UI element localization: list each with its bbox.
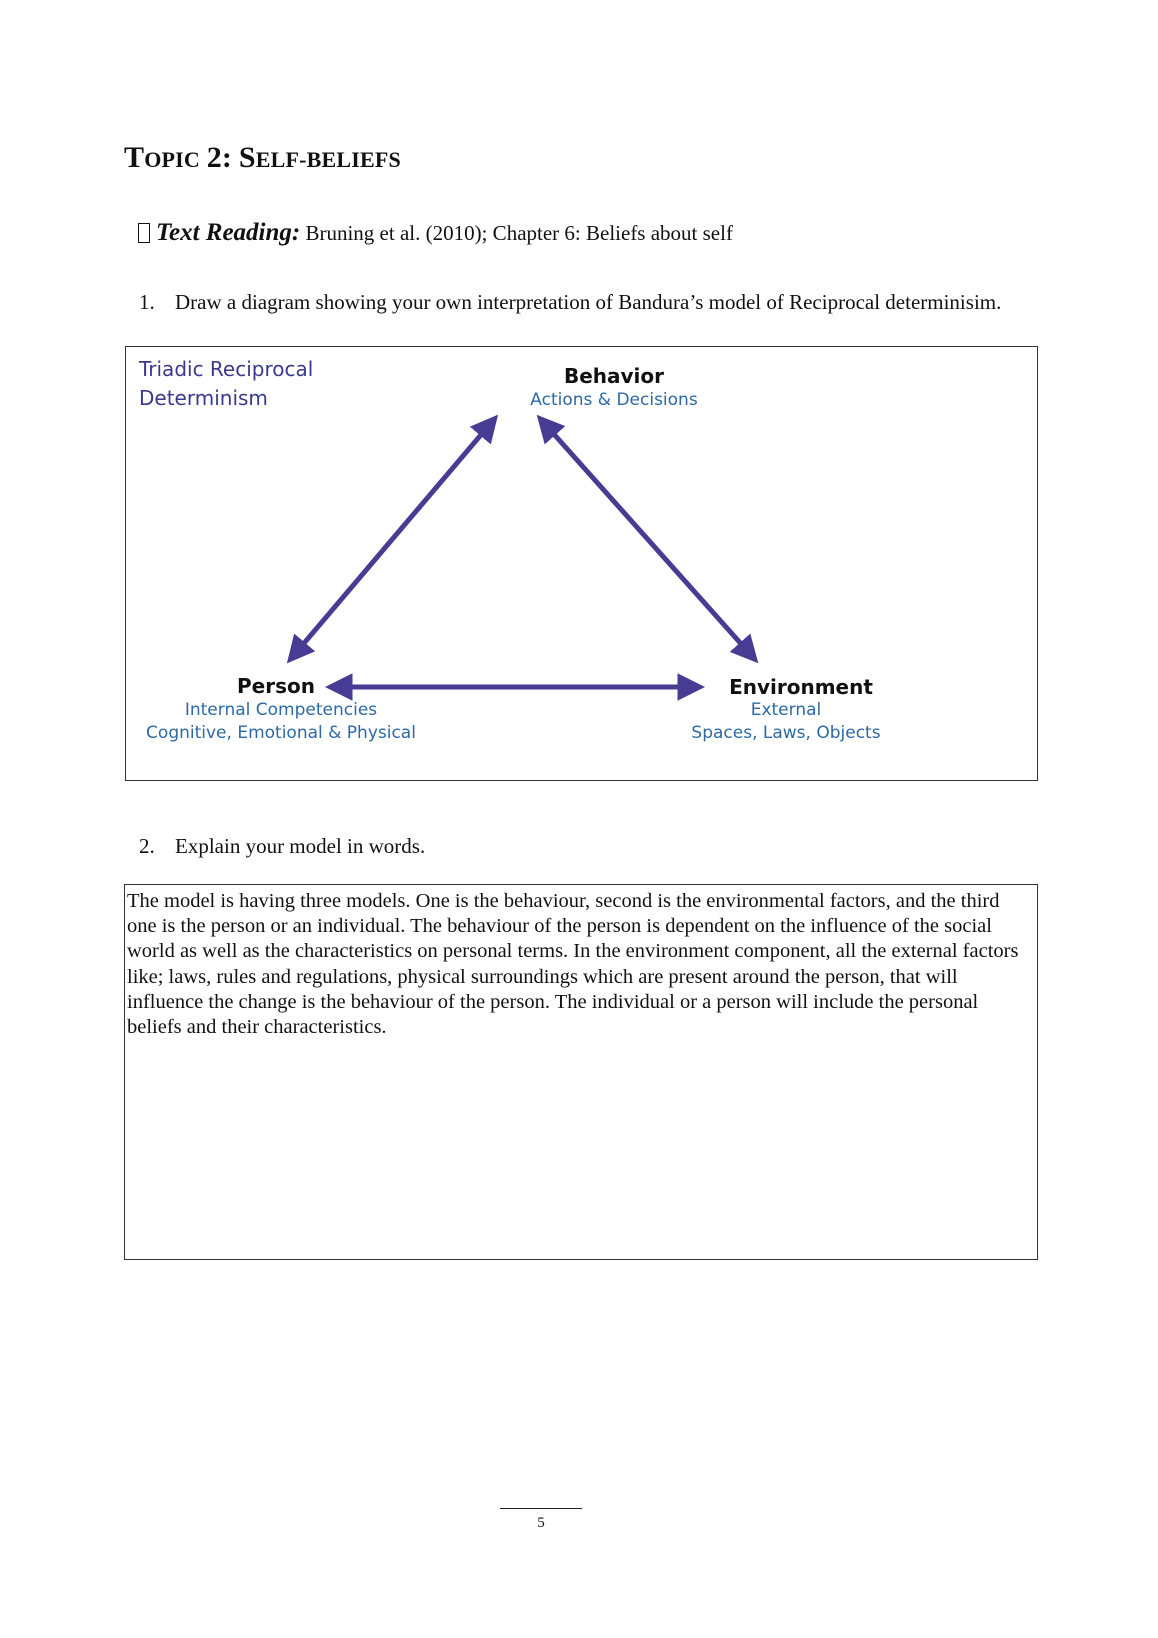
page-title: TOPIC 2: SELF-BELIEFS	[124, 141, 401, 174]
question-number: 2.	[139, 834, 155, 858]
question-text: Draw a diagram showing your own interpretation of Bandura’s model of Reciprocal determinisim.	[175, 290, 1002, 314]
behavior-sublabel: Actions & Decisions	[530, 390, 698, 410]
person-label: Person	[237, 674, 315, 698]
person-sublabel-1: Internal Competencies	[184, 700, 378, 720]
footer-rule	[500, 1508, 582, 1509]
question-number: 1.	[139, 290, 155, 314]
question-2	[139, 834, 425, 859]
arrow-behavior-environment	[544, 423, 751, 655]
person-sublabel-2: Cognitive, Emotional & Physical	[146, 723, 416, 743]
question-1	[139, 290, 1001, 315]
text-reading-reference: Bruning et al. (2010); Chapter 6: Beliefs about self	[305, 221, 733, 245]
question-text: Explain your model in words.	[175, 834, 426, 858]
answer-box: The model is having three models. One is the behaviour, second is the environmental factors, and the third one is the person or an individual. The behaviour of the person is dependent on the influence of the social world as well as the characteristics on personal terms. In the environment component, all the external factors like; laws, rules and regulations, physical surroundings which are present around the person, that will influence the change is the behaviour of the person. The individual or a person will include the personal beliefs and their characteristics.	[124, 884, 1038, 1260]
text-reading-line	[138, 219, 733, 247]
text-reading-label: Text Reading:	[156, 219, 301, 246]
environment-label: Environment	[729, 675, 873, 699]
behavior-label: Behavior	[563, 364, 665, 388]
book-icon	[138, 223, 150, 243]
environment-sublabel-1: External	[750, 700, 822, 720]
diagram-title: Triadic Reciprocal Determinism	[139, 357, 314, 410]
arrow-behavior-person	[294, 423, 491, 655]
environment-sublabel-2: Spaces, Laws, Objects	[691, 723, 881, 743]
diagram-box	[125, 346, 1038, 781]
page-number: 5	[537, 1515, 545, 1531]
